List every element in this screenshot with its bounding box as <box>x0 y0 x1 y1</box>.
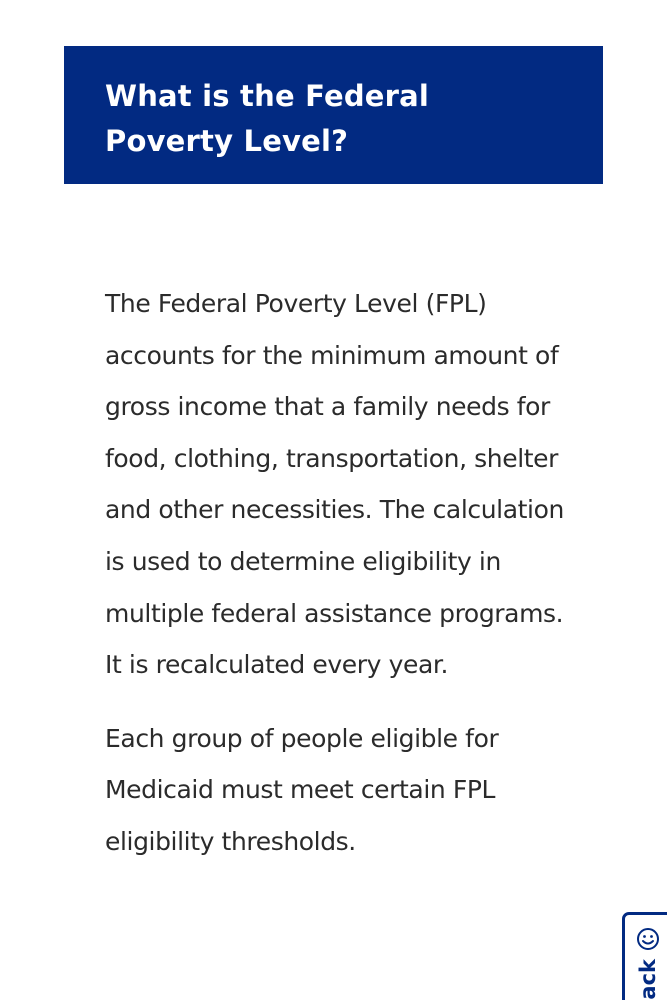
section-header-banner <box>64 46 603 184</box>
feedback-button[interactable] <box>622 912 667 1000</box>
feedback-label: ack <box>636 959 660 1000</box>
section-heading: What is the Federal Poverty Level? <box>105 79 430 158</box>
article-content <box>105 278 575 868</box>
body-paragraph: The Federal Poverty Level (FPL) accounts for the minimum amount of gross income that a family needs for food, clothing, transportation, shelter and other necessities. The calculation is used to determine eligibility in multiple federal assistance programs. It is recalculated every year. <box>105 289 564 680</box>
body-paragraph: Each group of people eligible for Medicaid must meet certain FPL eligibility thresholds. <box>105 723 499 856</box>
smiley-icon <box>636 927 660 951</box>
